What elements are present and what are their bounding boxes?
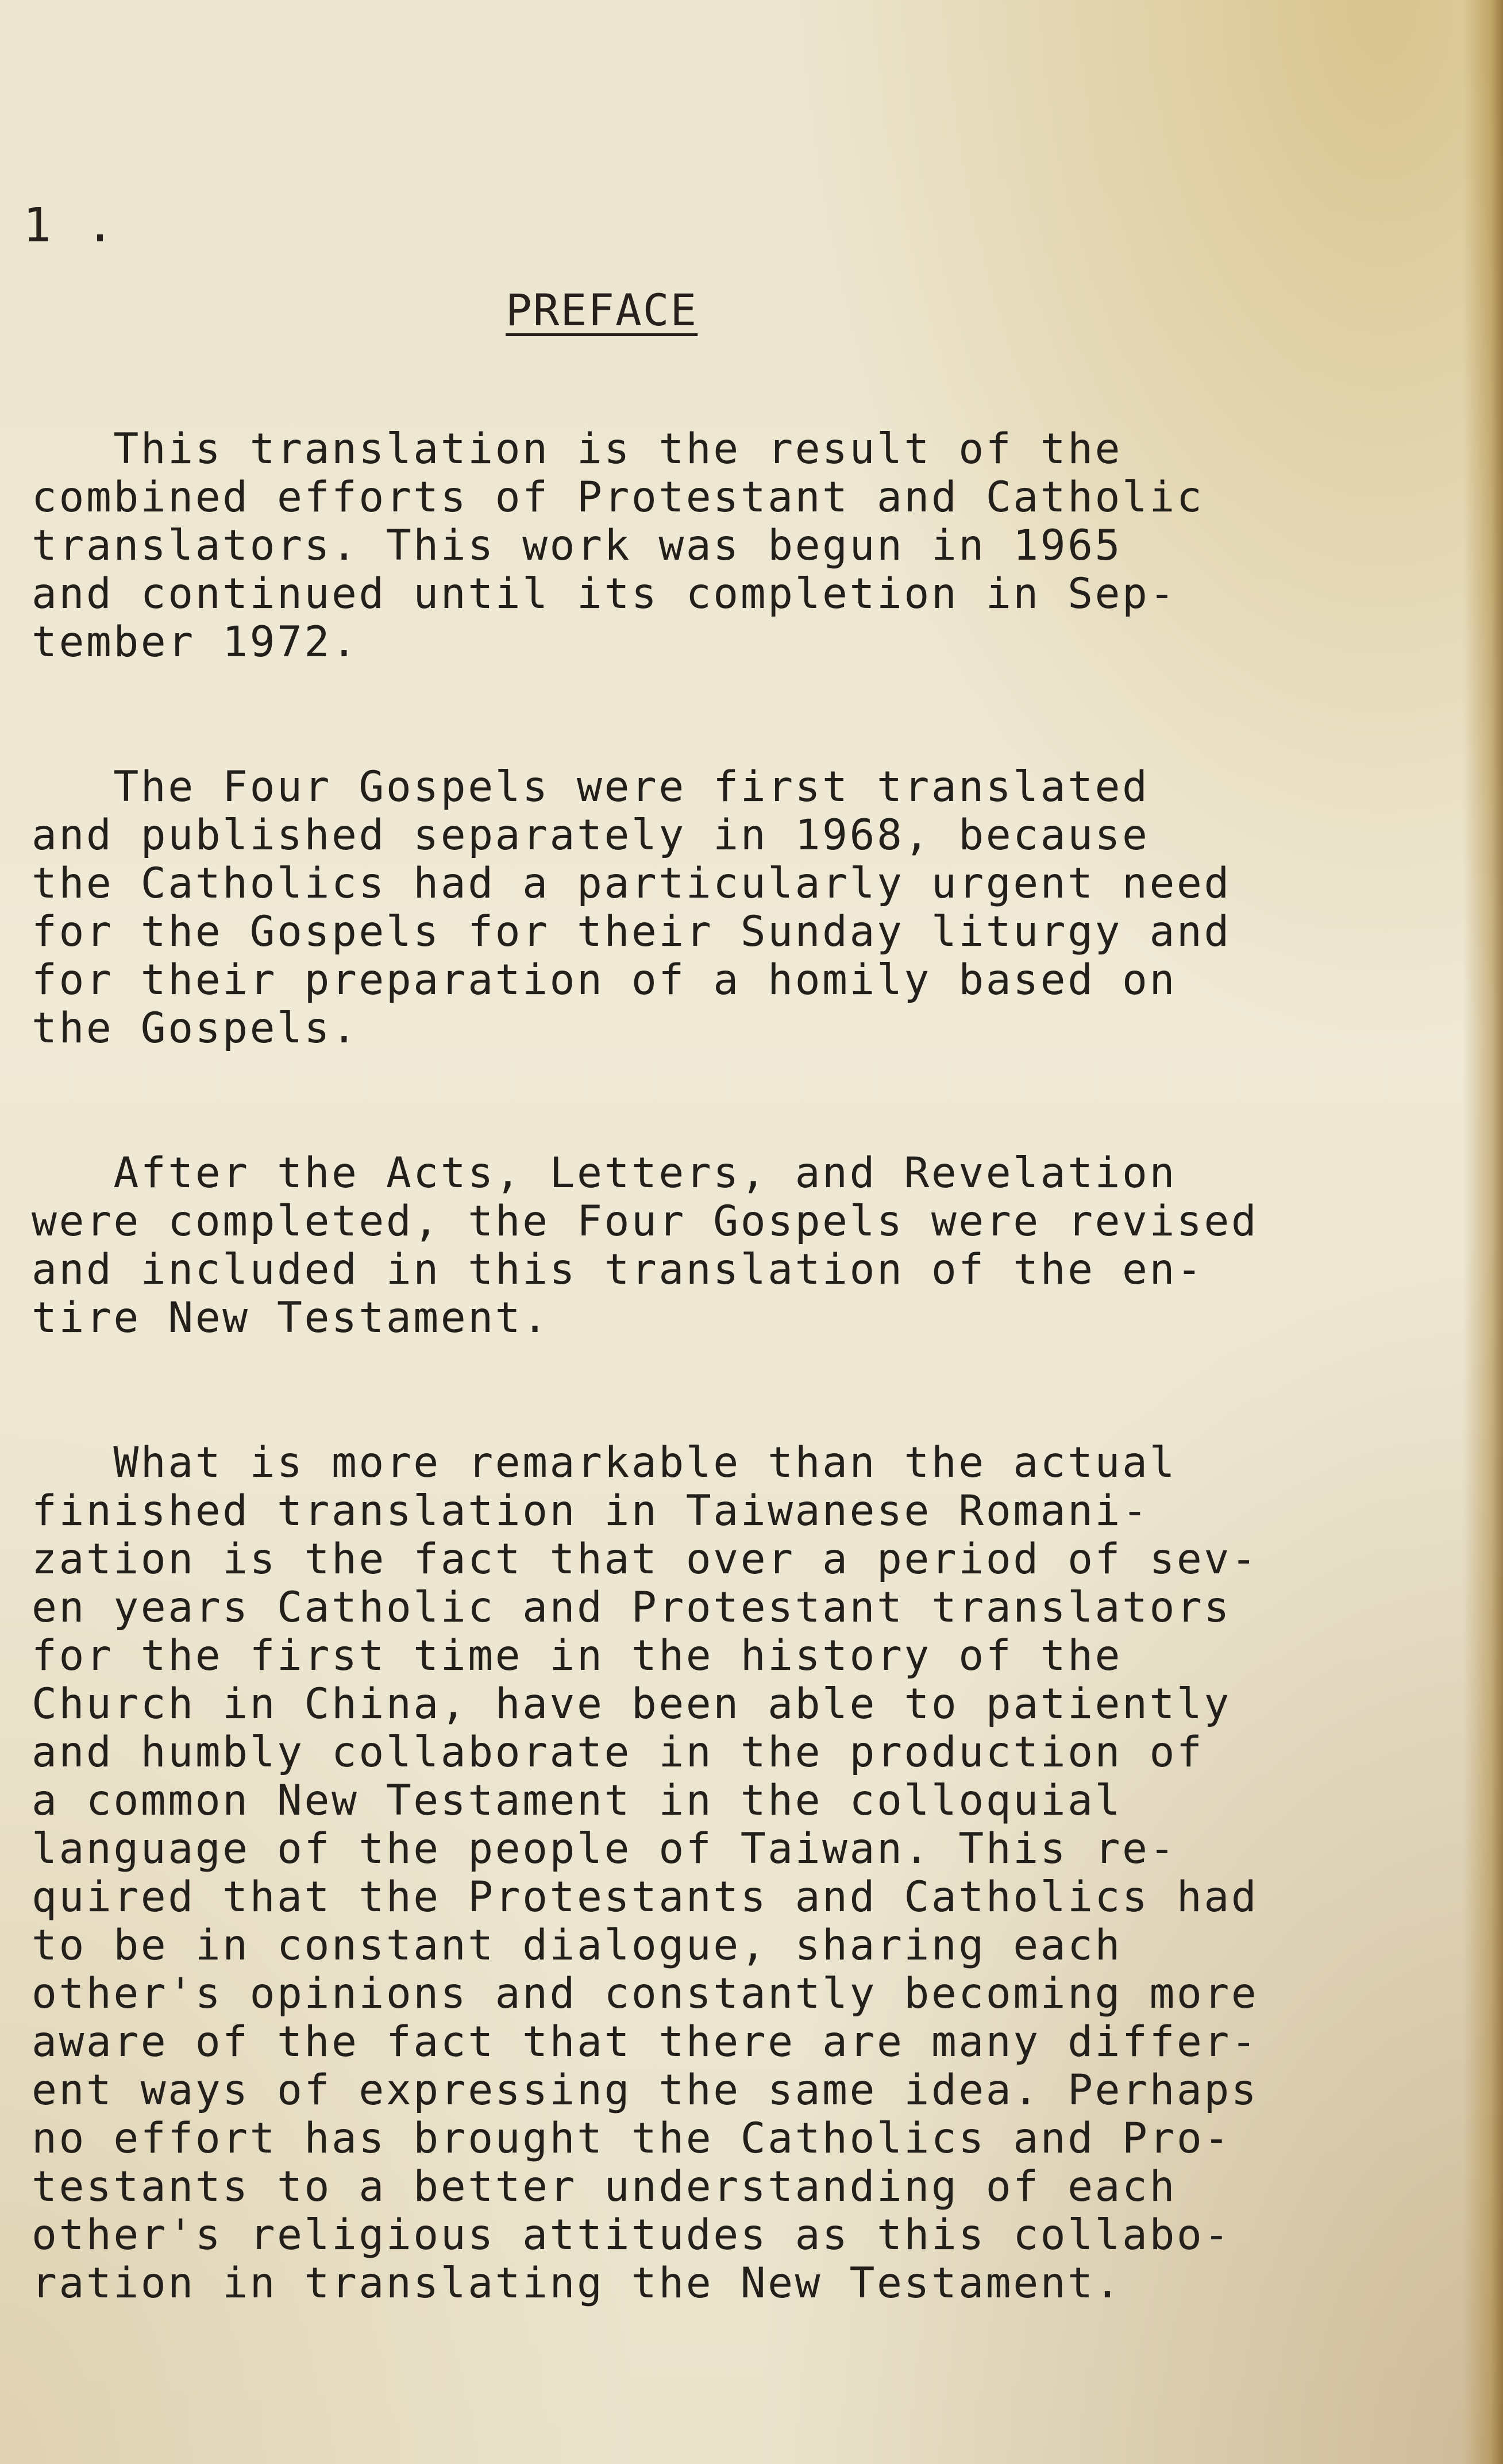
text-line: finished translation in Taiwanese Romani-: [32, 1487, 1150, 1535]
text-line: the Catholics had a particularly urgent need: [32, 859, 1231, 908]
text-line: and humbly collaborate in the production of: [32, 1728, 1204, 1777]
text-line: Church in China, have been able to patiently: [32, 1680, 1231, 1728]
text-line: combined efforts of Protestant and Catholic: [32, 473, 1204, 522]
text-line: en years Catholic and Protestant translators: [32, 1583, 1231, 1632]
text-line: tember 1972.: [32, 618, 359, 667]
paragraph: [32, 1439, 1388, 2308]
text-line: tire New Testament.: [32, 1293, 550, 1342]
text-line: After the Acts, Letters, and Revelation: [32, 1149, 1177, 1198]
paragraph: [32, 1149, 1388, 1342]
text-line: the Gospels.: [32, 1004, 359, 1053]
page-number-value: 1: [23, 198, 52, 253]
text-line: ent ways of expressing the same idea. Perhaps: [32, 2066, 1259, 2115]
text-line: and published separately in 1968, because: [32, 811, 1150, 860]
text-line: to be in constant dialogue, sharing each: [32, 1921, 1122, 1970]
preface-body: [32, 425, 1388, 2404]
text-line: zation is the fact that over a period of sev-: [32, 1535, 1259, 1584]
text-line: for their preparation of a homily based on: [32, 956, 1177, 1004]
text-line: aware of the fact that there are many differ-: [32, 2018, 1259, 2066]
text-line: for the first time in the history of the: [32, 1631, 1122, 1680]
text-line: and continued until its completion in Sep-: [32, 569, 1177, 618]
text-line: and included in this translation of the en-: [32, 1245, 1204, 1294]
text-line: ration in translating the New Testament.: [32, 2259, 1122, 2308]
paragraph: [32, 763, 1388, 1053]
page-number-mark: .: [86, 198, 114, 253]
text-line: This translation is the result of the: [32, 425, 1122, 473]
page-number: [23, 198, 114, 253]
paragraph: [32, 425, 1388, 667]
text-line: other's religious attitudes as this collabo-: [32, 2211, 1231, 2259]
page-title: PREFACE: [506, 284, 698, 336]
text-line: quired that the Protestants and Catholics had: [32, 1873, 1259, 1922]
text-line: testants to a better understanding of each: [32, 2162, 1177, 2211]
text-line: What is more remarkable than the actual: [32, 1438, 1177, 1487]
text-line: translators. This work was begun in 1965: [32, 521, 1122, 570]
text-line: a common New Testament in the colloquial: [32, 1776, 1122, 1825]
text-line: no effort has brought the Catholics and Pro-: [32, 2114, 1231, 2163]
text-line: were completed, the Four Gospels were revised: [32, 1197, 1259, 1246]
text-line: The Four Gospels were first translated: [32, 763, 1150, 811]
text-line: for the Gospels for their Sunday liturgy and: [32, 907, 1231, 956]
text-line: other's opinions and constantly becoming more: [32, 1969, 1259, 2018]
text-line: language of the people of Taiwan. This re-: [32, 1824, 1177, 1873]
page-edge-stain: [1463, 0, 1503, 2464]
